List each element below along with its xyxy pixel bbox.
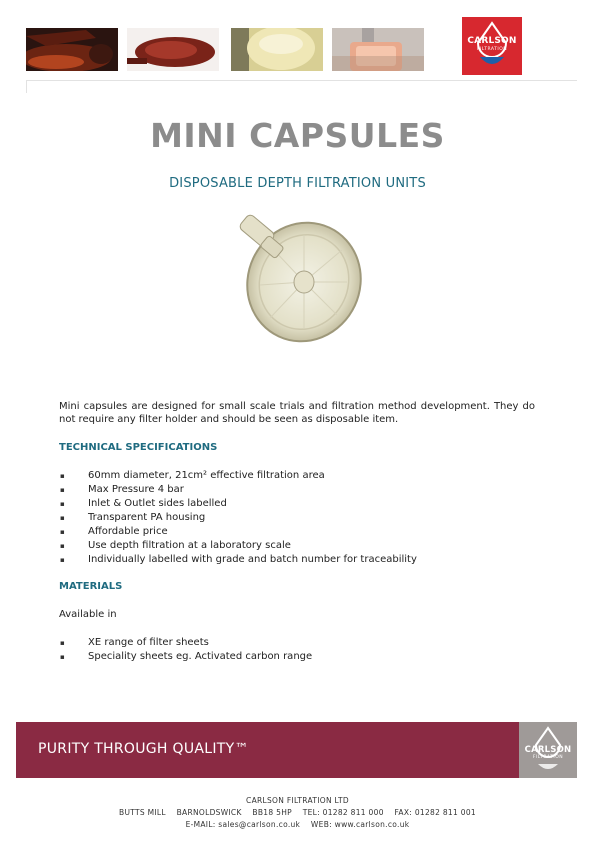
- white-wine-image: [231, 28, 323, 71]
- intro-paragraph: Mini capsules are designed for small scale trials and filtration method development. They do not require any filter holder and should be seen as disposable item.: [59, 401, 535, 425]
- logo-subname: FILTRATION: [532, 755, 564, 760]
- list-item: ▪ 60mm diameter, 21cm² effective filtration area: [59, 469, 417, 483]
- footer-contact: E-MAIL: sales@carlson.co.uk WEB: www.carlson.co.uk: [185, 820, 410, 829]
- carlson-logo-footer: [519, 722, 577, 778]
- mini-capsule-image: [232, 210, 367, 350]
- page-subtitle: DISPOSABLE DEPTH FILTRATION UNITS: [169, 176, 426, 191]
- logo-subname: FILTRATION: [476, 47, 508, 52]
- list-item: ▪ Individually labelled with grade and batch number for traceability: [59, 553, 417, 567]
- list-item: ▪ Use depth filtration at a laboratory scale: [59, 539, 417, 553]
- spoon-syrup-image: [127, 28, 219, 71]
- logo-name: CARLSON: [524, 745, 572, 755]
- carlson-logo: [462, 17, 522, 75]
- list-item: ▪ Transparent PA housing: [59, 511, 417, 525]
- materials-available-text: Available in: [59, 609, 117, 620]
- tagline-banner: [16, 722, 577, 778]
- list-item: ▪ Max Pressure 4 bar: [59, 483, 417, 497]
- header-rule: [26, 80, 577, 93]
- list-item: ▪ Inlet & Outlet sides labelled: [59, 497, 417, 511]
- list-item: ▪ XE range of filter sheets: [59, 636, 312, 650]
- logo-name: CARLSON: [467, 36, 517, 46]
- tech-specs-heading: TECHNICAL SPECIFICATIONS: [59, 442, 218, 453]
- materials-heading: MATERIALS: [59, 581, 123, 592]
- perfume-bottle-image: [332, 28, 424, 71]
- tech-specs-list: [59, 469, 417, 567]
- whisky-pour-image: [26, 28, 118, 71]
- materials-list: [59, 636, 312, 664]
- banner-tagline: PURITY THROUGH QUALITY™: [38, 741, 249, 757]
- list-item: ▪ Speciality sheets eg. Activated carbon range: [59, 650, 312, 664]
- footer-company: CARLSON FILTRATION LTD: [246, 796, 349, 805]
- footer-address: BUTTS MILL BARNOLDSWICK BB18 5HP TEL: 01282 811 000 FAX: 01282 811 001: [119, 808, 476, 817]
- droplet-icon: [462, 17, 522, 75]
- page-title: MINI CAPSULES: [150, 116, 445, 155]
- list-item: ▪ Affordable price: [59, 525, 417, 539]
